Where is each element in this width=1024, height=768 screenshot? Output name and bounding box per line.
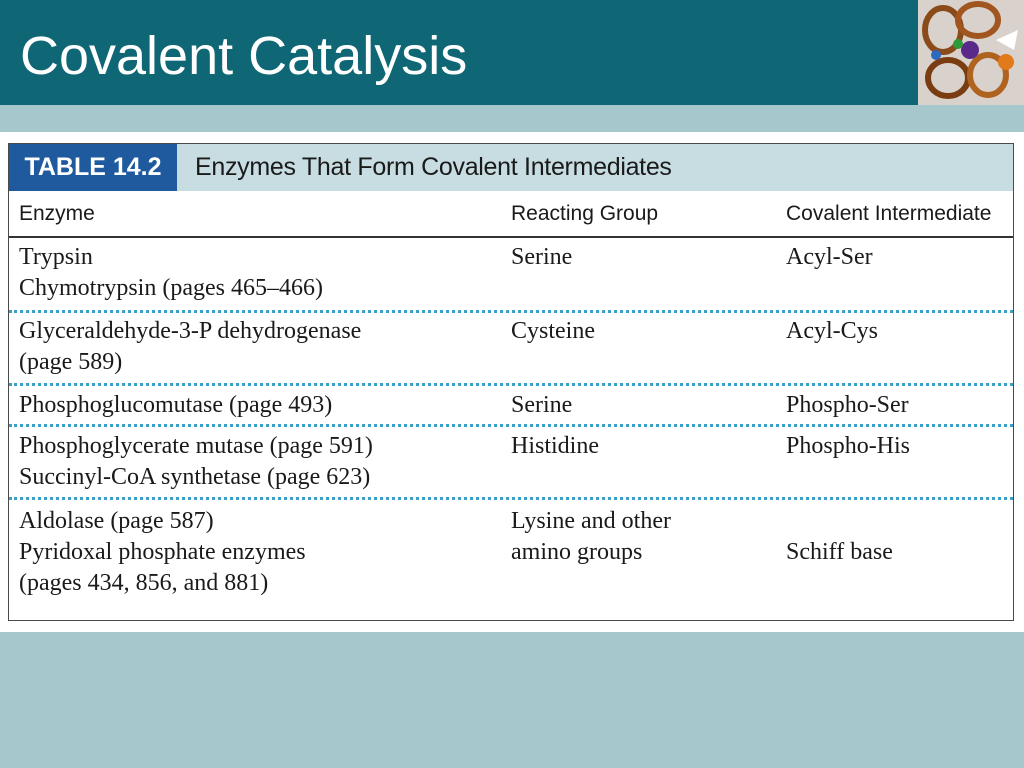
enzyme-cell: Phosphoglucomutase (page 493) (19, 392, 333, 418)
row-separator (9, 497, 1013, 500)
enzyme-cell: Phosphoglycerate mutase (page 591) Succinyl-CoA synthetase (page 623) (19, 433, 373, 490)
row-separator (9, 424, 1013, 427)
reacting-group-cell: Cysteine (511, 318, 595, 344)
header-rule (9, 236, 1013, 238)
intermediate-cell: Phospho-Ser (786, 392, 909, 418)
enzyme-cell: Glyceraldehyde-3-P dehydrogenase (page 589) (19, 318, 362, 375)
column-header-covalent-intermediate: Covalent Intermediate (786, 202, 992, 225)
enzyme-table (8, 143, 1014, 621)
table-header (9, 144, 1013, 191)
intermediate-cell: Acyl-Cys (786, 318, 878, 344)
row-separator (9, 310, 1013, 313)
reacting-group-cell: Lysine and other amino groups (511, 508, 671, 565)
enzyme-cell: Aldolase (page 587) Pyridoxal phosphate enzymes (pages 434, 856, and 881) (19, 508, 306, 596)
table-caption: Enzymes That Form Covalent Intermediates (195, 153, 672, 181)
protein-structure-icon (918, 0, 1024, 105)
table-label: TABLE 14.2 (9, 144, 177, 191)
column-header-enzyme: Enzyme (19, 202, 95, 225)
slide-title: Covalent Catalysis (20, 26, 468, 86)
reacting-group-cell: Histidine (511, 433, 599, 459)
reacting-group-cell: Serine (511, 392, 573, 418)
intermediate-cell: Phospho-His (786, 433, 911, 459)
intermediate-cell: Schiff base (786, 539, 893, 565)
title-bar (0, 0, 1024, 105)
row-separator (9, 383, 1013, 386)
column-header-reacting-group: Reacting Group (511, 202, 659, 225)
intermediate-cell: Acyl-Ser (786, 244, 873, 270)
reacting-group-cell: Serine (511, 244, 573, 270)
enzyme-cell: Trypsin Chymotrypsin (pages 465–466) (19, 244, 323, 301)
